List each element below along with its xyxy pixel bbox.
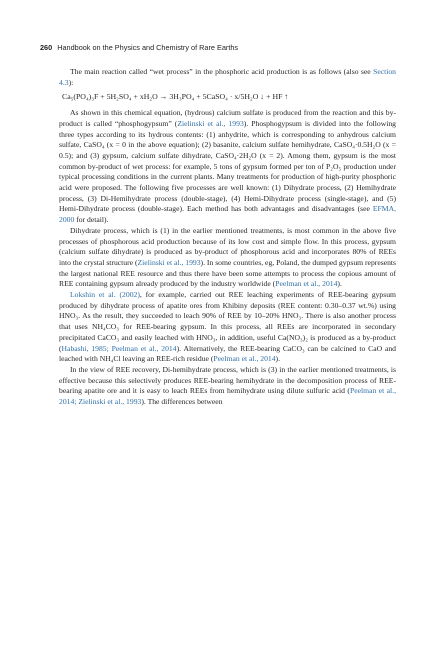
paragraph-1: [59, 67, 396, 88]
text-run: ).: [337, 279, 342, 289]
citation-link[interactable]: Habashi, 1985; Peelman et al., 2014: [61, 343, 177, 353]
citation-link[interactable]: Peelman et al., 2014; Zielinski et al., 1993: [59, 386, 396, 407]
text-run: The main reaction called “wet process” in the phosphoric acid production is as follows (also see: [70, 67, 374, 76]
running-title: Handbook on the Physics and Chemistry of Rare Earths: [57, 43, 239, 52]
paragraph-3: [59, 226, 396, 290]
page-number: 260: [40, 43, 53, 52]
citation-link[interactable]: Lokshin et al. (2002): [70, 290, 140, 300]
citation-link[interactable]: Peelman et al., 2014: [275, 279, 338, 289]
paragraph-5: [59, 365, 396, 408]
paragraph-4: [59, 290, 396, 365]
citation-link[interactable]: Zielinski et al., 1993: [137, 257, 201, 267]
text-run: ). Alternatively, the REE-bearing CaCO₃ can be calcined to CaO and leached with NH₄Cl leaving an REE-rich residue (: [59, 343, 396, 364]
text-run: ).: [275, 354, 281, 364]
text-run: ). Phosphogypsum is divided into the following three types according to its hydrous contents: (1) anhydrite, which is corresponding to anhydrous calcium sulfate, CaSO₄ (x = 0 in the above equation); (2) basanite, calcium sulfate hemihydrate, CaSO₄·0.5H₂O (x = 0.5); and (3) gypsum, calcium sulfate dihydrate, CaSO₄·2H₂O (x = 2). Among them, gypsum is the most common by-product of wet process: for example, 5 tons of gypsum formed per ton of P₂O₅ production under typical processing conditions in the current plants. Many treatments for production of high-purity phosphoric acid were proposed. The following five processes are well known: (1) Dihydrate process, (2) Hemihydrate process, (3) Di-Hemihydrate process (double-stage), (4) Hemi-Dihydrate process (single-stage), and (5) Hemi-Dihydrate process (double-stage). Each method has both advantages and disadvantages (see: [59, 118, 396, 214]
text-run: ):: [68, 77, 74, 87]
section-link[interactable]: Section 4.3: [59, 67, 396, 87]
text-run: Dihydrate process, which is (1) in the earlier mentioned treatments, is most common in the above five processes of phosphorous acid production because of its low cost and simple flow. In this process, gypsum (calcium sulfate dihydrate) is produced as by-product of phosphorous acid and incorporates 80% of REEs into the crystal structure (: [59, 225, 396, 267]
text-run: for detail).: [74, 215, 109, 225]
chemical-equation: Ca₅(PO₄)₃F + 5H₂SO₄ + xH₂O → 3H₃PO₄ + 5CaSO₄ · x/5H₂O ↓ + HF ↑: [62, 92, 289, 102]
text-run: In the view of REE recovery, Di-hemihydrate process, which is (3) in the earlier mentioned treatments, is effective because this selectively produces REE-bearing hemihydrate in the decomposition process of REE-bearing apatite ore and it is easy to leach REEs from hemihydrate using dilute sulfuric acid (: [59, 364, 396, 396]
citation-link[interactable]: Zielinski et al., 1993: [177, 118, 244, 128]
citation-link[interactable]: Peelman et al., 2014: [213, 354, 276, 364]
running-header: [40, 43, 392, 52]
citation-link[interactable]: EFMA, 2000: [59, 204, 396, 225]
text-run: , for example, carried out REE leaching experiments of REE-bearing gypsum produced by dihydrate process of apatite ores from Khibiny deposits (REE content: 0.30–0.37 wt.%) using HNO₃. As the result, they succeeded to leach 90% of REE by 10–20% HNO₃. There is also another process that uses NH₄CO₃ for REE-bearing gypsum. In this process, all REEs are incorporated in secondary precipitated CaCO₃ and easily leached with HNO₃, in addition, useful Ca(NO₃)₂ is produced as a by-product (: [59, 290, 396, 353]
paragraph-2: [59, 108, 396, 226]
text-run: ). In some countries, eg, Poland, the dumped gypsum represents the largest national REE resource and thus there have been some attempts to process the copious amount of REE containing gypsum already produced by the industry worldwide (: [59, 257, 396, 289]
text-run: As shown in this chemical equation, (hydrous) calcium sulfate is produced from the reaction and this by-product is called “phosphogypsum” (: [59, 108, 396, 128]
text-run: ). The differences between: [141, 397, 223, 407]
body-text: [59, 67, 396, 408]
